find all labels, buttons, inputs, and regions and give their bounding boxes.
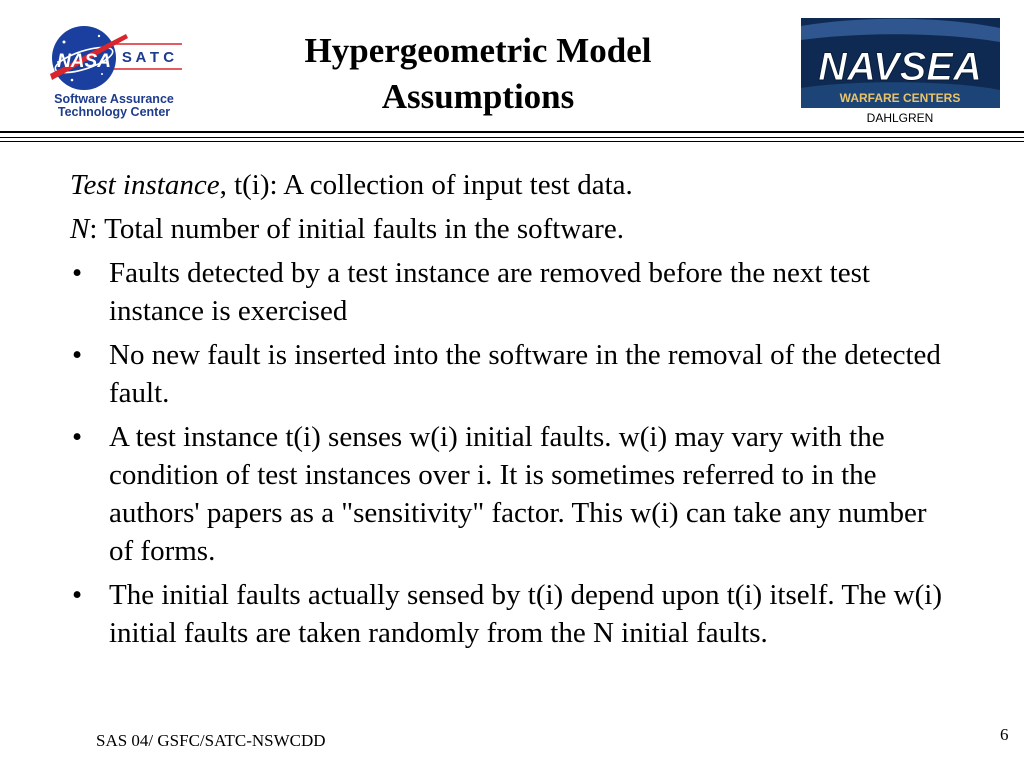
navsea-logo xyxy=(801,18,1000,126)
satc-logo-text: S A T C xyxy=(121,49,175,66)
navsea-logo-text: NAVSEA xyxy=(818,45,982,89)
definition-text: : Total number of initial faults in the software. xyxy=(89,213,624,245)
bullet-item xyxy=(70,336,950,412)
slide-title-line2: Assumptions xyxy=(381,77,575,116)
definition-term: N xyxy=(70,213,90,245)
definition-n xyxy=(70,210,950,248)
definition-term: Test instance xyxy=(70,169,220,201)
satc-caption-line2: Technology Center xyxy=(57,105,171,119)
header-divider-thin-2 xyxy=(0,141,1024,142)
slide-title xyxy=(240,28,716,120)
nasa-logo-text: NASA xyxy=(57,51,111,72)
bullet-icon: • xyxy=(72,421,83,453)
navsea-dahlgren-text: DAHLGREN xyxy=(866,111,934,125)
bullet-text: The initial faults actually sensed by t(i) depend upon t(i) itself. The w(i) initial faults are taken randomly from the N initial faults. xyxy=(109,579,942,649)
bullet-item xyxy=(70,418,950,570)
header-divider-thick xyxy=(0,131,1024,133)
slide-title-line1: Hypergeometric Model xyxy=(304,31,652,70)
definition-text: , t(i): A collection of input test data. xyxy=(219,169,633,201)
definition-test-instance xyxy=(70,166,950,204)
nasa-satc-logo xyxy=(44,22,184,120)
bullet-icon: • xyxy=(72,339,83,371)
nasa-meatball-icon xyxy=(50,26,128,90)
bullet-icon: • xyxy=(72,579,83,611)
slide-body xyxy=(70,166,950,658)
bullet-text: A test instance t(i) senses w(i) initial faults. w(i) may vary with the condition of test instances over i. It is sometimes referred to in the authors' papers as a "sensitivity" factor. This w(i) can take any number of forms. xyxy=(109,421,927,567)
bullet-item xyxy=(70,254,950,330)
header-divider-thin-1 xyxy=(0,137,1024,138)
bullet-icon: • xyxy=(72,257,83,289)
satc-wordmark xyxy=(114,44,182,69)
bullet-item xyxy=(70,576,950,652)
page-number: 6 xyxy=(1000,725,1009,744)
footer-source: SAS 04/ GSFC/SATC-NSWCDD xyxy=(96,731,326,750)
bullet-text: No new fault is inserted into the software in the removal of the detected fault. xyxy=(109,339,941,409)
satc-caption-line1: Software Assurance xyxy=(54,92,174,106)
navsea-warfare-centers-text: WARFARE CENTERS xyxy=(839,91,961,105)
bullet-text: Faults detected by a test instance are removed before the next test instance is exercised xyxy=(109,257,870,327)
